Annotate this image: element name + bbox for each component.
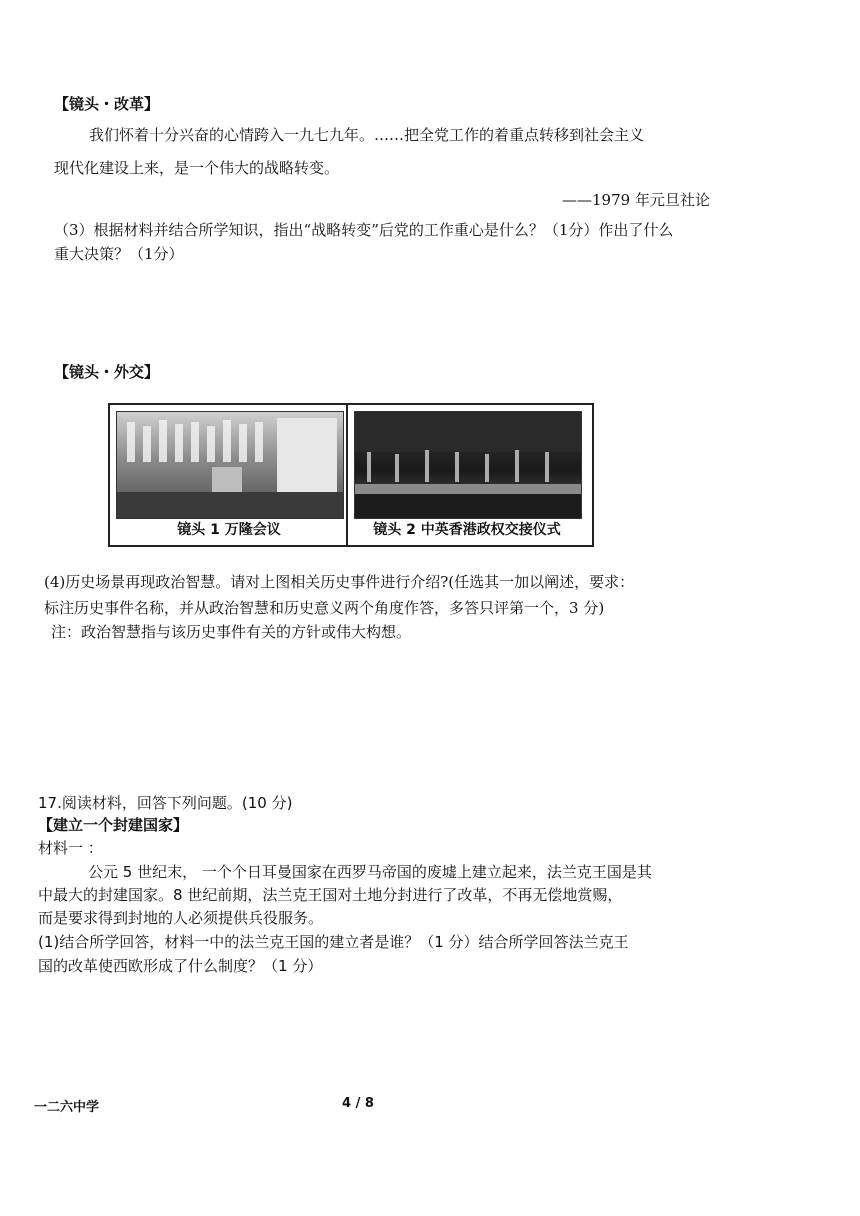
- question-17-heading: 【建立一个封建国家】: [38, 816, 189, 834]
- material-1-label: 材料一 ：: [38, 839, 103, 857]
- question-17-1-line2: 国的改革使西欧形成了什么制度？（1 分）: [38, 957, 323, 975]
- reform-quote-line1: 我们怀着十分兴奋的心情跨入一九七九年。……把全党工作的着重点转移到社会主义: [89, 126, 645, 144]
- question-4-line1: (4)历史场景再现政治智慧。请对上图相关历史事件进行介绍?(任选其一加以阐述，要求：: [44, 573, 635, 591]
- photo-divider: [346, 405, 348, 545]
- question-4-line2: 标注历史事件名称，并从政治智慧和历史意义两个角度作答，多答只评第一个，3 分): [44, 599, 605, 617]
- question-3-line1: （3）根据材料并结合所学知识，指出“战略转变”后党的工作重心是什么？（1分）作出了什么: [54, 221, 674, 239]
- photo-panel: [108, 403, 594, 547]
- reform-heading: 【镜头・改革】: [54, 95, 160, 113]
- material-1-line2: 中最大的封建国家。8 世纪前期，法兰克王国对土地分封进行了改革，不再无偿地赏赐，: [38, 886, 623, 904]
- question-4-note: 注：政治智慧指与该历史事件有关的方针或伟大构想。: [51, 623, 412, 641]
- question-17-1-line1: (1)结合所学回答，材料一中的法兰克王国的建立者是谁？（1 分）结合所学回答法兰克王: [38, 933, 629, 951]
- footer-school: 一二六中学: [34, 1100, 100, 1115]
- photo1-caption: 镜头 1 万隆会议: [177, 522, 281, 538]
- photo2-caption: 镜头 2 中英香港政权交接仪式: [373, 522, 561, 538]
- material-1-line3: 而是要求得到封地的人必须提供兵役服务。: [38, 909, 324, 927]
- reform-source: ——1979 年元旦社论: [562, 191, 710, 209]
- question-3-line2: 重大决策？（1分）: [54, 245, 184, 263]
- footer-page-number: 4 / 8: [342, 1096, 374, 1111]
- bandung-conference-photo: [116, 411, 344, 519]
- question-17-title: 17.阅读材料，回答下列问题。(10 分): [38, 794, 293, 812]
- diplomacy-heading: 【镜头・外交】: [54, 363, 160, 381]
- material-1-line1: 公元 5 世纪末， 一个个日耳曼国家在西罗马帝国的废墟上建立起来，法兰克王国是其: [88, 863, 652, 881]
- reform-quote-line2: 现代化建设上来，是一个伟大的战略转变。: [54, 159, 340, 177]
- hong-kong-handover-photo: [354, 411, 582, 519]
